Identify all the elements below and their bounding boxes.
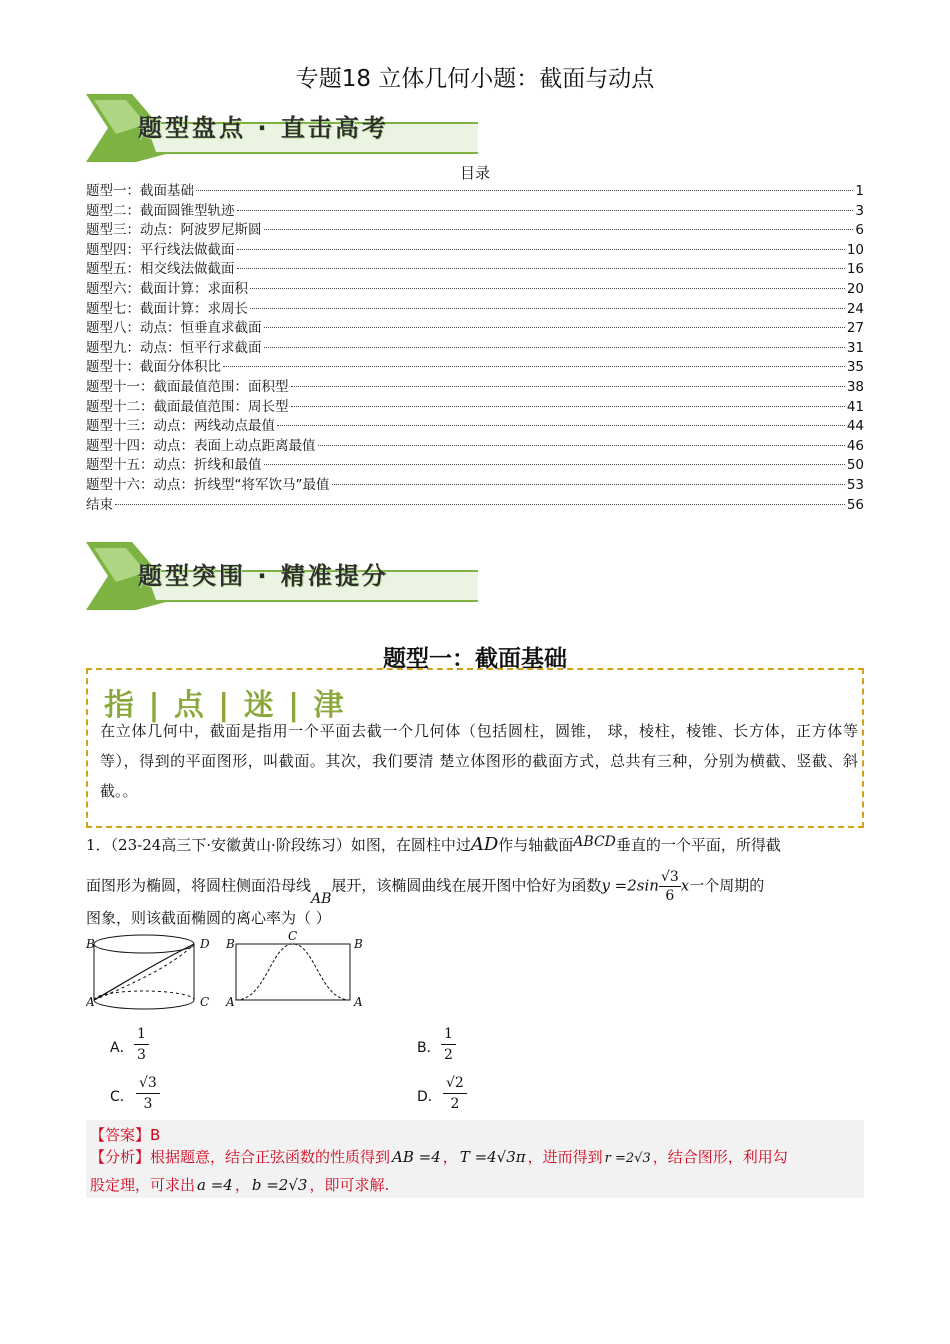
section-banner-practice (86, 542, 478, 610)
toc-leader-dots (237, 210, 854, 211)
question-text: 作与轴截面 (498, 836, 574, 854)
question-text: 垂直的一个平面，所得截 (615, 836, 781, 854)
toc-leader-dots (264, 464, 845, 465)
toc-entry-label: 结束 (86, 496, 113, 513)
toc-entry-page: 46 (846, 437, 864, 454)
figure-label-a: A (226, 995, 235, 1009)
toc-entry-label: 题型十二：截面最值范围：周长型 (86, 398, 289, 415)
fraction-denominator: 2 (444, 1047, 453, 1063)
toc-heading: 目录 (459, 164, 490, 182)
table-of-contents (86, 182, 864, 515)
question-text: 一个周期的 (689, 876, 765, 895)
toc-entry[interactable] (86, 398, 864, 418)
question-line-1 (86, 834, 781, 855)
fraction-denominator: 6 (665, 888, 675, 904)
option-b-label[interactable]: B． (417, 1040, 441, 1056)
figure-label-c: C (200, 995, 210, 1009)
math-function-fraction (659, 868, 681, 905)
math-ab: AB (311, 890, 332, 907)
option-a-value[interactable] (134, 1024, 149, 1065)
toc-entry-label: 题型五：相交线法做截面 (86, 261, 235, 278)
toc-leader-dots (264, 327, 845, 328)
figure-label-a: A (354, 995, 363, 1009)
fraction-numerator: 1 (134, 1024, 149, 1045)
toc-entry-page: 3 (855, 202, 864, 219)
analysis-tag: 【分析】 (90, 1148, 151, 1166)
toc-entry[interactable] (86, 378, 864, 398)
figure-label-d: D (200, 937, 210, 951)
toc-entry-label: 题型二：截面圆锥型轨迹 (86, 202, 235, 219)
math-equation: AB =4 (392, 1148, 441, 1166)
toc-entry[interactable] (86, 456, 864, 476)
toc-entry-label: 题型三：动点：阿波罗尼斯圆 (86, 222, 262, 239)
fraction-denominator: 2 (450, 1096, 460, 1112)
tip-heading: 指 | 点 | 迷 | 津 (104, 688, 346, 723)
toc-entry-label: 题型九：动点：恒平行求截面 (86, 339, 262, 356)
toc-entry[interactable] (86, 358, 864, 378)
toc-entry[interactable] (86, 496, 864, 516)
toc-entry-label: 题型十一：截面最值范围：面积型 (86, 378, 289, 395)
question-number: 1． (86, 836, 111, 854)
toc-entry-page: 10 (846, 241, 864, 258)
fraction-denominator: 3 (143, 1096, 153, 1112)
toc-leader-dots (291, 386, 845, 387)
toc-entry[interactable] (86, 182, 864, 202)
toc-entry-page: 6 (855, 222, 864, 239)
figure-label-a: A (86, 995, 95, 1009)
fraction-numerator: √3 (660, 869, 679, 885)
toc-entry-page: 56 (846, 496, 864, 513)
math-function-lhs: y =2sin (601, 876, 659, 895)
figure-label-b: B (226, 937, 235, 951)
document-title: 专题18 立体几何小题：截面与动点 (295, 66, 655, 92)
toc-entry[interactable] (86, 476, 864, 496)
option-c-label[interactable]: C． (110, 1089, 134, 1105)
question-text: 展开，该椭圆曲线在展开图中恰好为函数 (331, 876, 602, 895)
toc-entry[interactable] (86, 339, 864, 359)
toc-leader-dots (277, 425, 845, 426)
toc-leader-dots (237, 249, 845, 250)
answer-value: B (150, 1126, 161, 1144)
analysis-text: 股定理，可求出 (90, 1176, 196, 1194)
section-banner-overview (86, 94, 478, 162)
toc-leader-dots (332, 484, 845, 485)
toc-entry-label: 题型四：平行线法做截面 (86, 241, 235, 258)
fraction-numerator: √2 (443, 1073, 467, 1094)
analysis-text: ， (442, 1148, 458, 1166)
toc-entry-page: 38 (846, 378, 864, 395)
question-text: 如图，在圆柱中过 (350, 836, 471, 854)
toc-entry-label: 题型十：截面分体积比 (86, 359, 221, 376)
toc-entry-page: 41 (846, 398, 864, 415)
toc-leader-dots (250, 308, 845, 309)
option-c-value[interactable] (136, 1073, 160, 1114)
toc-entry-page: 16 (846, 261, 864, 278)
math-equation: b =2√3 (251, 1176, 308, 1194)
analysis-text: 根据题意，结合正弦函数的性质得到 (150, 1148, 391, 1166)
toc-leader-dots (318, 445, 845, 446)
figure-label-b: B (86, 937, 95, 951)
toc-leader-dots (115, 504, 845, 505)
tip-text: 在立体几何中，截面是指用一个平面去截一个几何体（包括圆柱，圆锥， 球，棱柱，棱锥、长方体，正方体等等），得到的平面图形，叫截面。其次，我们要清 楚立体图形的截面方式，总共有三种，分别为横截、竖截、斜截。。 (100, 722, 858, 800)
toc-entry-page: 50 (846, 457, 864, 474)
math-equation: r =2√3 (604, 1151, 651, 1166)
toc-entry-page: 53 (846, 476, 864, 493)
toc-entry[interactable] (86, 260, 864, 280)
toc-entry-page: 20 (846, 280, 864, 297)
question-text: 面图形为椭圆，将圆柱侧面沿母线 (86, 876, 312, 895)
toc-entry[interactable] (86, 221, 864, 241)
figure-label-b: B (354, 937, 363, 951)
toc-entry[interactable] (86, 241, 864, 261)
toc-entry-label: 题型十六：动点：折线型“将军饮马”最值 (86, 476, 330, 493)
math-x: x (680, 876, 690, 895)
fraction-denominator: 3 (137, 1047, 146, 1063)
toc-entry-page: 27 (846, 320, 864, 337)
banner-title: 题型盘点 · 直击高考 (138, 114, 389, 142)
fraction-numerator: √3 (136, 1073, 160, 1094)
toc-leader-dots (196, 190, 853, 191)
question-source: （23-24高三下·安徽黄山·阶段练习） (110, 836, 351, 854)
toc-entry[interactable] (86, 417, 864, 437)
question-line-3: 图象，则该截面椭圆的离心率为（ ） (86, 909, 331, 927)
toc-leader-dots (264, 347, 845, 348)
toc-leader-dots (223, 366, 845, 367)
toc-entry-label: 题型十四：动点：表面上动点距离最值 (86, 437, 316, 454)
math-equation: a =4 (197, 1176, 233, 1194)
toc-leader-dots (250, 288, 845, 289)
answer-line (90, 1124, 160, 1145)
toc-entry-page: 24 (846, 300, 864, 317)
option-b-value[interactable] (441, 1024, 456, 1065)
math-ad: AD (470, 834, 499, 855)
toc-entry[interactable] (86, 280, 864, 300)
toc-entry-label: 题型八：动点：恒垂直求截面 (86, 320, 262, 337)
toc-leader-dots (237, 268, 845, 269)
toc-entry-label: 题型六：截面计算：求面积 (86, 280, 248, 297)
toc-entry-page: 1 (855, 183, 864, 199)
toc-leader-dots (264, 229, 854, 230)
toc-entry-label: 题型十三：动点：两线动点最值 (86, 418, 275, 435)
analysis-text: ，进而得到 (527, 1148, 603, 1166)
toc-entry-label: 题型十五：动点：折线和最值 (86, 457, 262, 474)
analysis-text: ， (234, 1176, 250, 1194)
question-figure (86, 928, 366, 1010)
analysis-line-1 (90, 1146, 788, 1167)
toc-entry[interactable] (86, 437, 864, 457)
toc-entry-page: 35 (846, 359, 864, 376)
math-abcd: ABCD (573, 834, 616, 850)
analysis-text: ，即可求解. (309, 1176, 390, 1194)
analysis-text: ，结合图形，利用勾 (652, 1148, 788, 1166)
math-equation: T =4√3π (459, 1148, 526, 1166)
banner-title: 题型突围 · 精准提分 (138, 562, 389, 590)
toc-entry-label: 题型七：截面计算：求周长 (86, 300, 248, 317)
toc-entry-label: 题型一：截面基础 (86, 183, 194, 199)
section-heading: 题型一：截面基础 (383, 646, 567, 672)
toc-entry-page: 31 (846, 339, 864, 356)
figure-label-c: C (288, 929, 298, 943)
toc-leader-dots (291, 406, 845, 407)
option-a-label[interactable]: A． (110, 1040, 134, 1056)
option-d-value[interactable] (443, 1073, 467, 1114)
toc-entry[interactable] (86, 300, 864, 320)
question-line-2 (86, 868, 764, 905)
toc-entry-page: 44 (846, 418, 864, 435)
analysis-line-2 (90, 1174, 389, 1195)
toc-entry[interactable] (86, 319, 864, 339)
option-d-label[interactable]: D． (417, 1089, 442, 1105)
answer-tag: 【答案】 (90, 1126, 151, 1144)
fraction-numerator: 1 (441, 1024, 456, 1045)
toc-entry[interactable] (86, 202, 864, 222)
